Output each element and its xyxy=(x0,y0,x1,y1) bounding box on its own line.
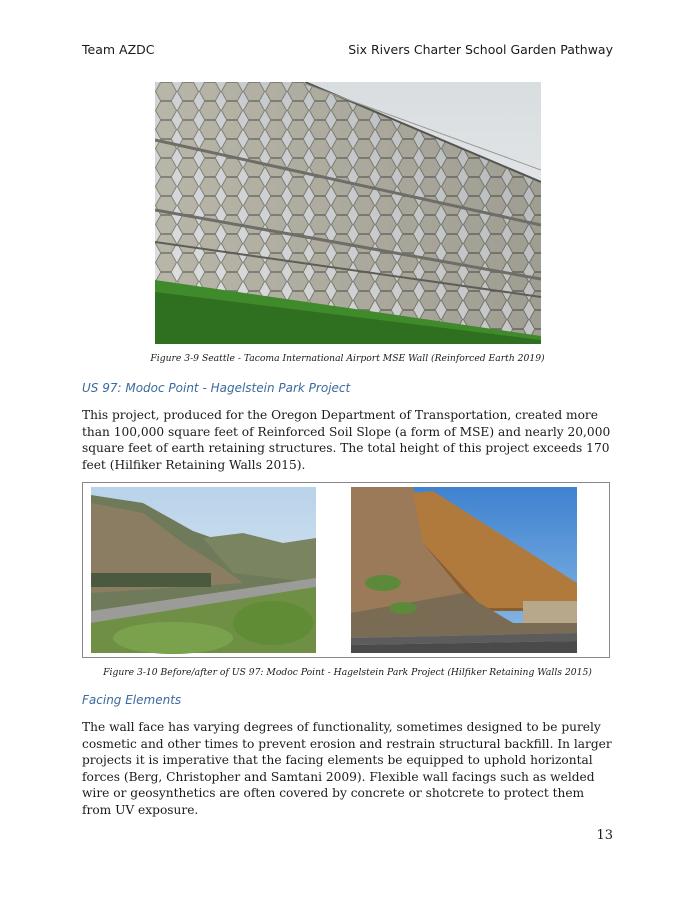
header-left: Team AZDC xyxy=(82,42,155,57)
figure-mse-wall-photo xyxy=(155,82,541,344)
paragraph-us97: This project, produced for the Oregon Department of Transportation, created more than 100,000 square feet of Reinforced Soil Slope (a form of MSE) and nearly 20,000 square feet of earth retaining structures. The total height of this project exceeds 170 feet (Hilfiker Retaining Walls 2015). xyxy=(82,408,611,472)
after-photo xyxy=(351,487,577,653)
header-right: Six Rivers Charter School Garden Pathway xyxy=(348,42,613,57)
paragraph-facing-elements: The wall face has varying degrees of functionality, sometimes designed to be purely cosmetic and other times to prevent erosion and restrain structural backfill. In larger projects it is imperative that the facing elements be equipped to uphold horizontal forces (Berg, Christopher and Samtani 2009). Flexible wall facings such as welded wire or geosynthetics are often covered by concrete or shotcrete to protect them from UV exposure. xyxy=(82,720,612,817)
section-heading-us97: US 97: Modoc Point - Hagelstein Park Project xyxy=(82,381,351,395)
figure-before-after-photos xyxy=(82,482,610,658)
figure1-caption: Figure 3-9 Seattle - Tacoma International Airport MSE Wall (Reinforced Earth 2019) xyxy=(150,353,545,364)
section-heading-facing-elements: Facing Elements xyxy=(82,693,182,707)
before-photo xyxy=(91,487,316,654)
page-number: 13 xyxy=(596,828,613,843)
figure2-caption: Figure 3-10 Before/after of US 97: Modoc Point - Hagelstein Park Project (Hilfiker Retaining Walls 2015) xyxy=(103,667,592,678)
